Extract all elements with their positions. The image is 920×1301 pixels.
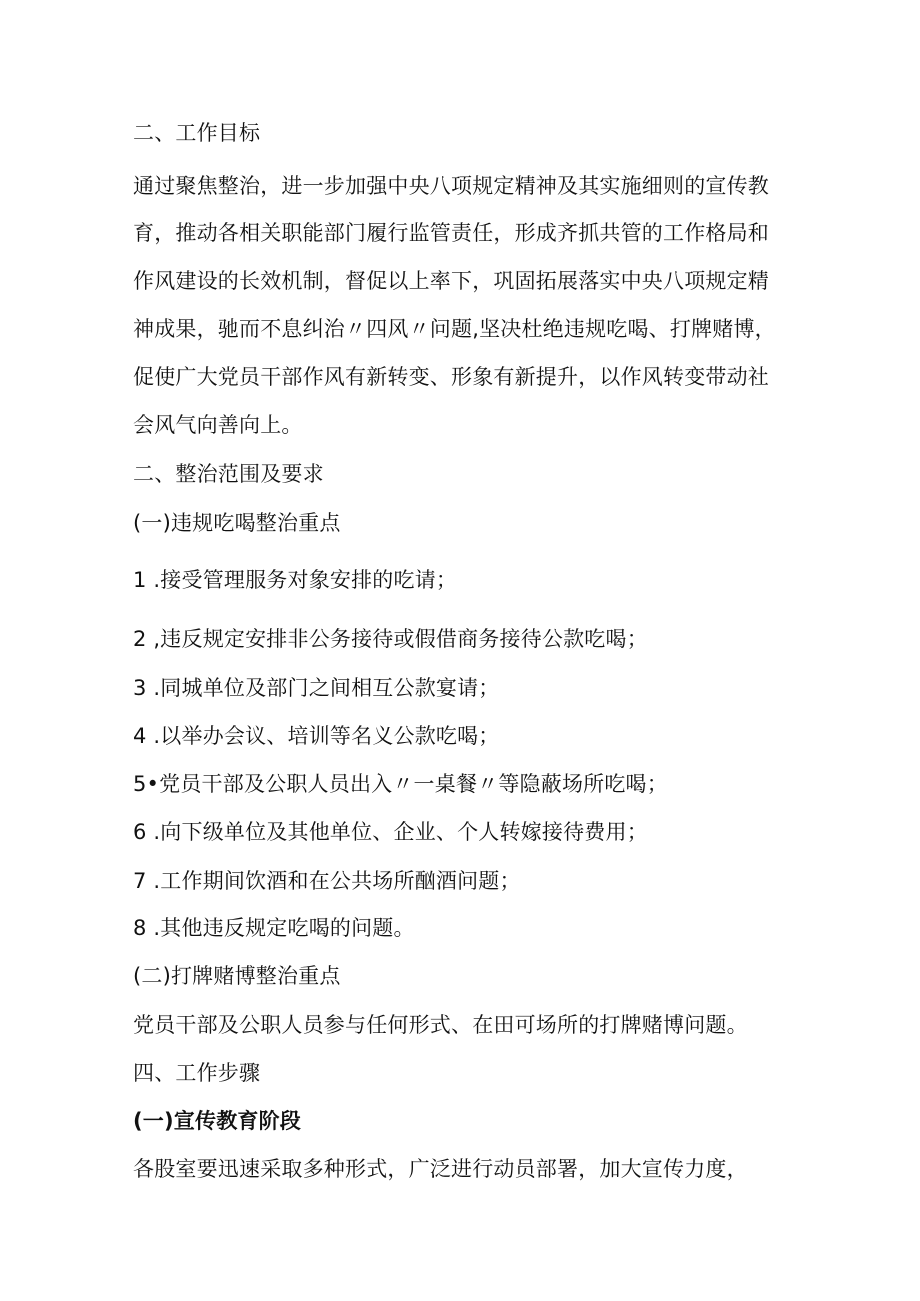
goal-paragraph-line-4: 神成果，驰而不息纠治〃四风〃问题,坚决杜绝违规吃喝、打牌赌博，	[133, 317, 776, 341]
section-goal-heading: 二、工作目标	[133, 121, 261, 145]
eating-item-4: 4 .以举办会议、培训等名义公款吃喝；	[133, 724, 500, 748]
goal-paragraph-line-5: 促使广大党员干部作风有新转变、形象有新提升，以作风转变带动社	[133, 365, 769, 389]
goal-paragraph-line-3: 作风建设的长效机制，督促以上率下，巩固拓展落实中央八项规定精	[133, 269, 769, 293]
eating-item-1: 1 .接受管理服务对象安排的吃请；	[133, 568, 458, 592]
eating-item-3: 3 .同城单位及部门之间相互公款宴请；	[133, 676, 500, 700]
goal-paragraph-line-2: 育，推动各相关职能部门履行监管责任，形成齐抓共管的工作格局和	[133, 221, 769, 245]
goal-paragraph-line-6: 会风气向善向上。	[133, 413, 303, 437]
gambling-text: 党员干部及公职人员参与任何形式、在田可场所的打牌赌博问题。	[133, 1013, 748, 1037]
section-scope-heading: 二、整治范围及要求	[133, 462, 324, 486]
goal-paragraph-line-1: 通过聚焦整治，进一步加强中央八项规定精神及其实施细则的宣传教	[133, 174, 769, 198]
subsection-eating-heading: (一)违规吃喝整治重点	[133, 511, 341, 535]
section-steps-heading: 四、工作步骤	[133, 1061, 261, 1085]
eating-item-7: 7 .工作期间饮酒和在公共场所酗酒问题；	[133, 869, 521, 893]
eating-item-5: 5•党员干部及公职人员出入〃一桌餐〃等隐蔽场所吃喝；	[133, 772, 668, 796]
eating-item-6: 6 .向下级单位及其他单位、企业、个人转嫁接待费用；	[133, 820, 648, 844]
eating-item-8: 8 .其他违反规定吃喝的问题。	[133, 916, 415, 940]
subsection-publicity-heading: (一)宣传教育阶段	[133, 1109, 301, 1133]
eating-item-2: 2 ,违反规定安排非公务接待或假借商务接待公款吃喝；	[133, 627, 648, 651]
subsection-gambling-heading: (二)打牌赌博整治重点	[133, 964, 341, 988]
publicity-text: 各股室要迅速采取多种形式，广泛进行动员部署，加大宣传力度，	[133, 1157, 748, 1181]
